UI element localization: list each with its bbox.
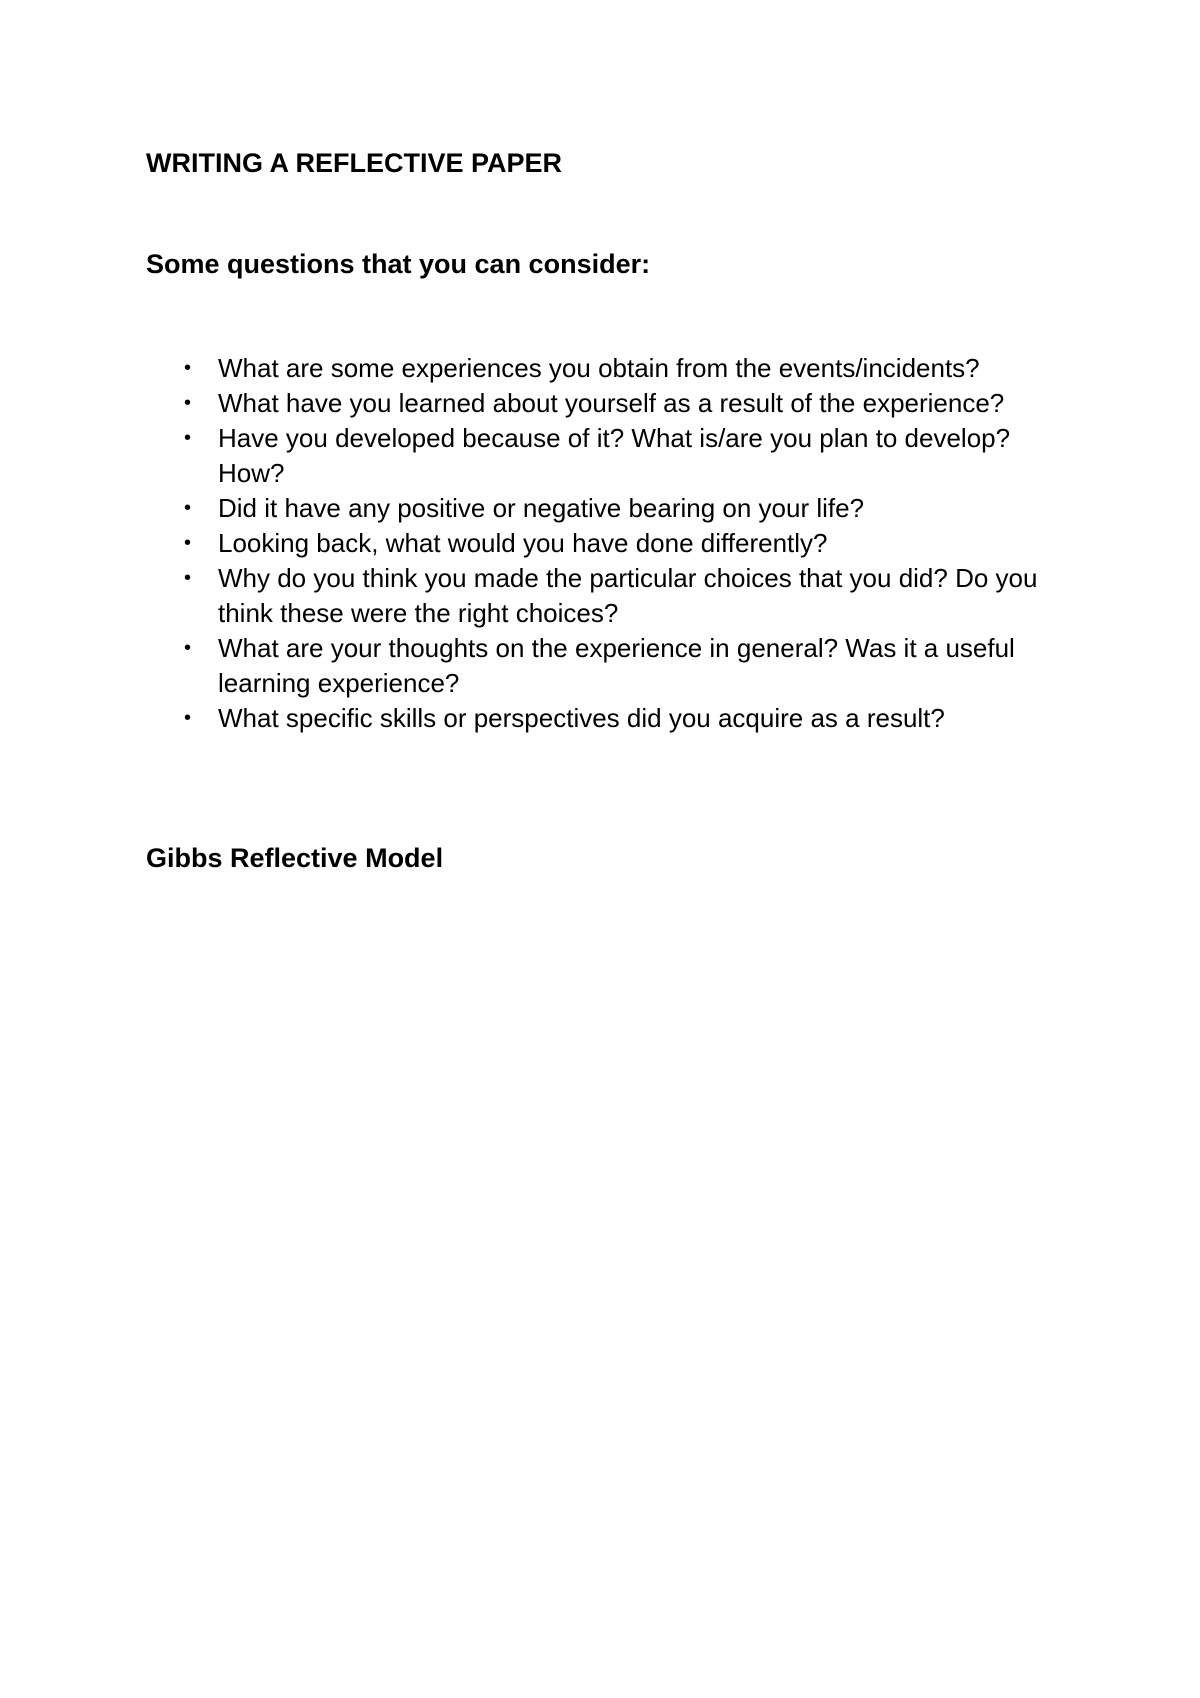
- question-text: Why do you think you made the particular choices that you did? Do you think these were the right choices?: [218, 563, 1038, 628]
- bullet-icon: •: [184, 392, 192, 414]
- questions-heading: Some questions that you can consider:: [146, 249, 651, 279]
- bullet-icon: •: [184, 637, 192, 659]
- question-item: [0, 526, 1200, 561]
- question-text: Have you developed because of it? What is/are you plan to develop? How?: [218, 423, 1011, 488]
- question-text: Looking back, what would you have done differently?: [218, 528, 828, 558]
- bullet-icon: •: [184, 707, 192, 729]
- question-text: What are some experiences you obtain from the events/incidents?: [218, 353, 980, 383]
- bullet-icon: •: [184, 427, 192, 449]
- question-item: [0, 421, 1200, 491]
- bullet-icon: •: [184, 357, 192, 379]
- question-item: [0, 351, 1200, 386]
- document-title: WRITING A REFLECTIVE PAPER: [146, 148, 563, 178]
- question-text: What specific skills or perspectives did you acquire as a result?: [218, 703, 945, 733]
- model-heading: Gibbs Reflective Model: [146, 843, 444, 873]
- question-item: [0, 386, 1200, 421]
- question-item: [0, 701, 1200, 736]
- question-text: What are your thoughts on the experience in general? Was it a useful learning experience?: [218, 633, 1015, 698]
- bullet-icon: •: [184, 532, 192, 554]
- question-item: [0, 491, 1200, 526]
- bullet-icon: •: [184, 497, 192, 519]
- bullet-icon: •: [184, 567, 192, 589]
- question-text: What have you learned about yourself as a result of the experience?: [218, 388, 1005, 418]
- question-list: [0, 351, 1200, 736]
- question-item: [0, 561, 1200, 631]
- question-item: [0, 631, 1200, 701]
- question-text: Did it have any positive or negative bearing on your life?: [218, 493, 865, 523]
